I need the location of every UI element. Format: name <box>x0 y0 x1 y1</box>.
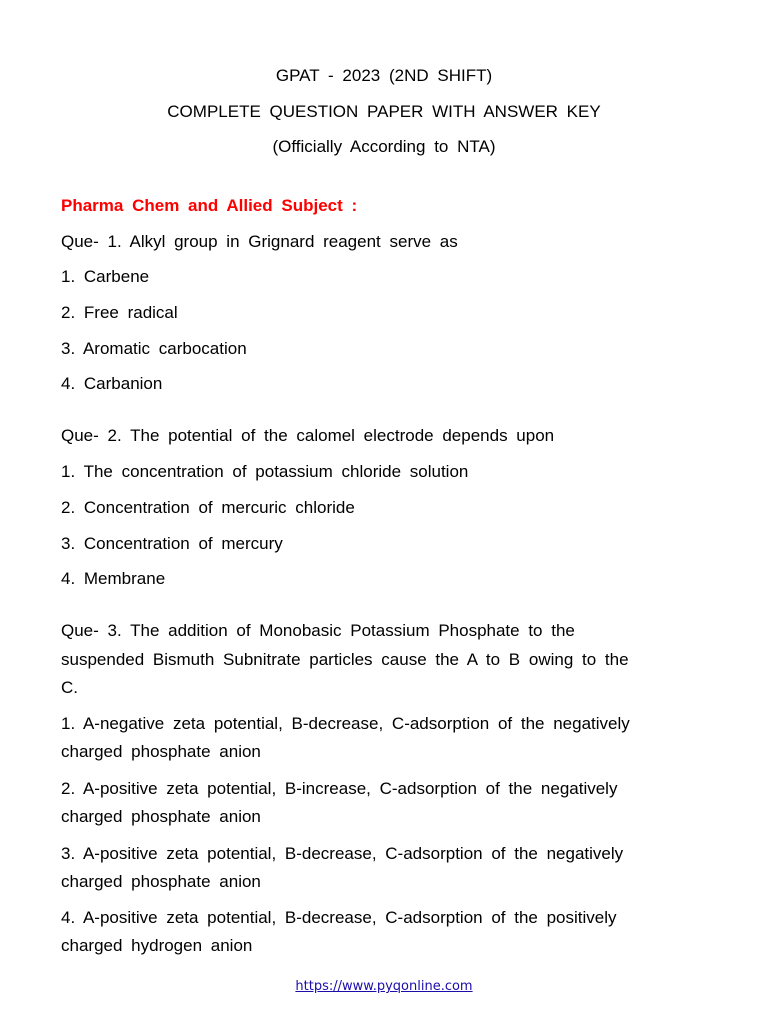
question-2-text: Que- 2. The potential of the calomel electrode depends upon <box>61 426 555 445</box>
question-1-option-1: 1. Carbene <box>61 267 150 286</box>
question-2-option-2: 2. Concentration of mercuric chloride <box>61 498 355 517</box>
question-1-option-3: 3. Aromatic carbocation <box>61 339 247 358</box>
question-3-option-1-line-1: 1. A-negative zeta potential, B-decrease, C-adsorption of the negatively <box>61 714 630 733</box>
question-1-text: Que- 1. Alkyl group in Grignard reagent serve as <box>61 232 458 251</box>
question-3-text-line-2: suspended Bismuth Subnitrate particles cause the A to B owing to the <box>61 650 629 669</box>
question-2-option-4: 4. Membrane <box>61 569 166 588</box>
question-3-option-4-line-1: 4. A-positive zeta potential, B-decrease, C-adsorption of the positively <box>61 908 617 927</box>
website-link[interactable]: https://www.pyqonline.com <box>295 979 473 994</box>
paper-source-note: (Officially According to NTA) <box>272 137 496 156</box>
question-3-text-line-3: C. <box>61 678 78 697</box>
question-3-option-2-line-2: charged phosphate anion <box>61 807 261 826</box>
section-heading: Pharma Chem and Allied Subject : <box>61 196 358 215</box>
question-1-option-2: 2. Free radical <box>61 303 178 322</box>
footer <box>0 979 768 994</box>
paper-title: GPAT - 2023 (2ND SHIFT) <box>275 66 493 85</box>
question-2-option-1: 1. The concentration of potassium chloride solution <box>61 462 469 481</box>
question-1-option-4: 4. Carbanion <box>61 374 163 393</box>
question-3-option-1-line-2: charged phosphate anion <box>61 742 261 761</box>
question-3-text-line-1: Que- 3. The addition of Monobasic Potassium Phosphate to the <box>61 621 575 640</box>
question-3-option-4-line-2: charged hydrogen anion <box>61 936 253 955</box>
question-2-option-3: 3. Concentration of mercury <box>61 534 283 553</box>
question-3-option-2-line-1: 2. A-positive zeta potential, B-increase, C-adsorption of the negatively <box>61 779 618 798</box>
question-3-option-3-line-2: charged phosphate anion <box>61 872 261 891</box>
question-3-option-3-line-1: 3. A-positive zeta potential, B-decrease, C-adsorption of the negatively <box>61 844 624 863</box>
paper-subtitle: COMPLETE QUESTION PAPER WITH ANSWER KEY <box>167 102 601 121</box>
